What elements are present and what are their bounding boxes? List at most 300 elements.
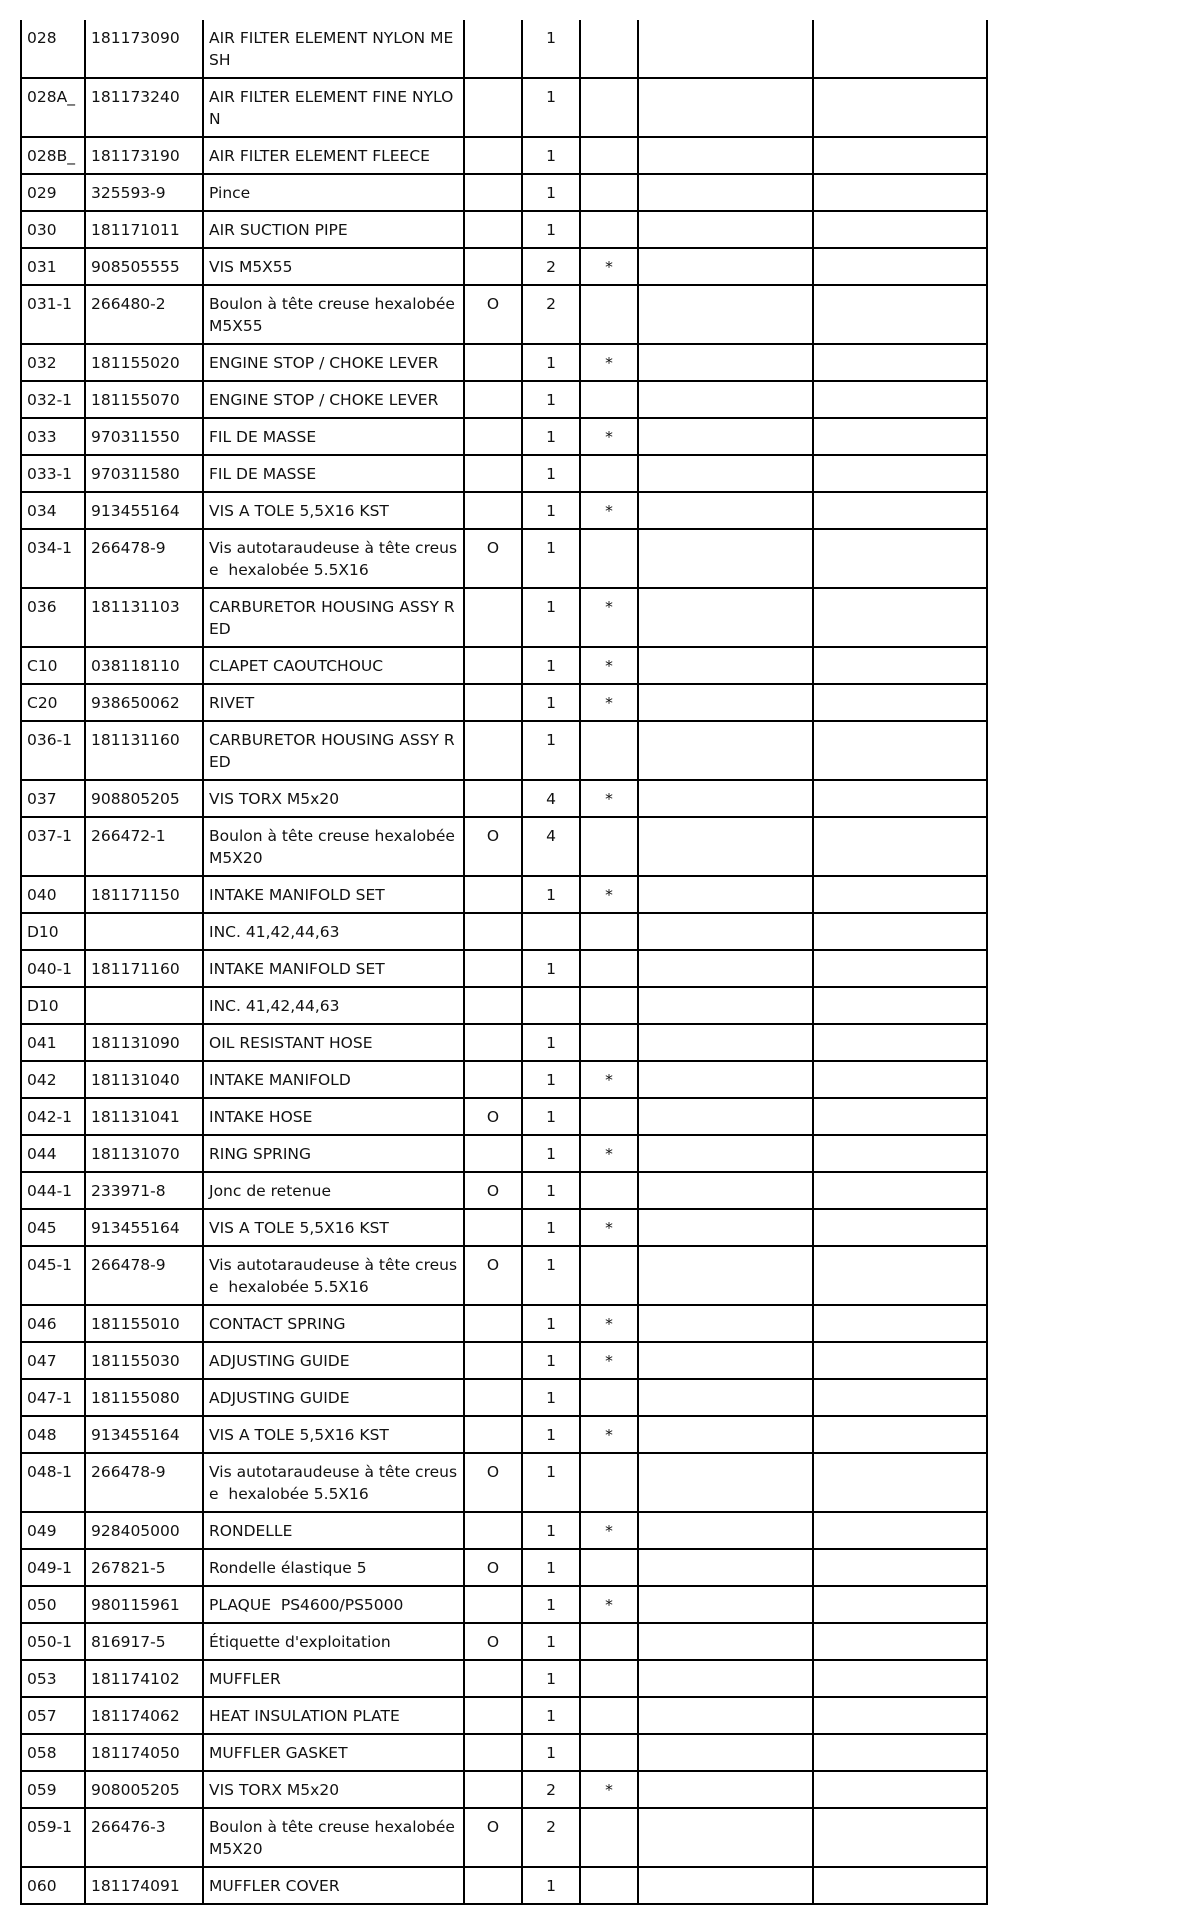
table-row [21, 1512, 987, 1549]
part-number-cell: 181131041 [85, 1098, 203, 1135]
description-cell: AIR FILTER ELEMENT NYLON MESH [203, 20, 464, 78]
description-cell: VIS TORX M5x20 [203, 1771, 464, 1808]
blank-cell [813, 492, 987, 529]
option-cell [464, 1660, 522, 1697]
option-cell [464, 211, 522, 248]
description-cell: CARBURETOR HOUSING ASSY RED [203, 721, 464, 780]
description-cell: MUFFLER GASKET [203, 1734, 464, 1771]
part-number-cell: 908505555 [85, 248, 203, 285]
table-row [21, 455, 987, 492]
part-number-cell: 980115961 [85, 1586, 203, 1623]
blank-cell [813, 721, 987, 780]
blank-cell [813, 780, 987, 817]
blank-cell [638, 1379, 813, 1416]
blank-cell [813, 817, 987, 876]
quantity-cell: 1 [522, 1660, 580, 1697]
blank-cell [638, 1771, 813, 1808]
option-cell [464, 647, 522, 684]
table-row [21, 529, 987, 588]
part-number-cell: 266478-9 [85, 529, 203, 588]
part-number-cell: 181171160 [85, 950, 203, 987]
blank-cell [638, 817, 813, 876]
ref-cell: 036-1 [21, 721, 85, 780]
ref-cell: D10 [21, 987, 85, 1024]
table-row [21, 137, 987, 174]
part-number-cell: 181174091 [85, 1867, 203, 1904]
part-number-cell: 181155080 [85, 1379, 203, 1416]
description-cell: VIS A TOLE 5,5X16 KST [203, 1416, 464, 1453]
ref-cell: 047 [21, 1342, 85, 1379]
option-cell: O [464, 1172, 522, 1209]
blank-cell [638, 1623, 813, 1660]
ref-cell: 032 [21, 344, 85, 381]
description-cell: AIR SUCTION PIPE [203, 211, 464, 248]
description-cell: Vis autotaraudeuse à tête creuse hexalobée 5.5X16 [203, 1453, 464, 1512]
option-cell [464, 1416, 522, 1453]
mark-cell [580, 174, 638, 211]
blank-cell [813, 381, 987, 418]
blank-cell [813, 913, 987, 950]
option-cell: O [464, 1246, 522, 1305]
table-row [21, 344, 987, 381]
blank-cell [813, 1734, 987, 1771]
mark-cell [580, 1697, 638, 1734]
quantity-cell: 1 [522, 492, 580, 529]
table-row [21, 1771, 987, 1808]
ref-cell: 044-1 [21, 1172, 85, 1209]
ref-cell: 040-1 [21, 950, 85, 987]
ref-cell: 050-1 [21, 1623, 85, 1660]
blank-cell [638, 381, 813, 418]
blank-cell [813, 455, 987, 492]
mark-cell: * [580, 418, 638, 455]
quantity-cell: 1 [522, 455, 580, 492]
ref-cell: C10 [21, 647, 85, 684]
blank-cell [813, 1867, 987, 1904]
part-number-cell: 325593-9 [85, 174, 203, 211]
ref-cell: 042 [21, 1061, 85, 1098]
blank-cell [813, 647, 987, 684]
quantity-cell: 1 [522, 211, 580, 248]
ref-cell: D10 [21, 913, 85, 950]
option-cell [464, 1209, 522, 1246]
description-cell: AIR FILTER ELEMENT FLEECE [203, 137, 464, 174]
part-number-cell: 233971-8 [85, 1172, 203, 1209]
quantity-cell: 1 [522, 876, 580, 913]
blank-cell [813, 418, 987, 455]
blank-cell [813, 1416, 987, 1453]
option-cell: O [464, 1453, 522, 1512]
blank-cell [638, 1305, 813, 1342]
mark-cell: * [580, 1061, 638, 1098]
blank-cell [638, 1453, 813, 1512]
quantity-cell [522, 987, 580, 1024]
part-number-cell: 181131090 [85, 1024, 203, 1061]
mark-cell [580, 987, 638, 1024]
blank-cell [813, 1024, 987, 1061]
part-number-cell: 266480-2 [85, 285, 203, 344]
mark-cell [580, 137, 638, 174]
mark-cell: * [580, 248, 638, 285]
mark-cell [580, 211, 638, 248]
ref-cell: 033-1 [21, 455, 85, 492]
blank-cell [638, 1586, 813, 1623]
description-cell: ADJUSTING GUIDE [203, 1379, 464, 1416]
blank-cell [813, 1379, 987, 1416]
part-number-cell: 181173190 [85, 137, 203, 174]
description-cell: Boulon à tête creuse hexalobée M5X20 [203, 817, 464, 876]
blank-cell [638, 344, 813, 381]
mark-cell [580, 20, 638, 78]
mark-cell: * [580, 780, 638, 817]
blank-cell [813, 684, 987, 721]
blank-cell [638, 1061, 813, 1098]
quantity-cell: 1 [522, 1209, 580, 1246]
table-row [21, 588, 987, 647]
blank-cell [638, 1098, 813, 1135]
description-cell: PLAQUE PS4600/PS5000 [203, 1586, 464, 1623]
blank-cell [813, 137, 987, 174]
quantity-cell: 1 [522, 1623, 580, 1660]
description-cell: Boulon à tête creuse hexalobée M5X55 [203, 285, 464, 344]
option-cell [464, 344, 522, 381]
table-row [21, 1734, 987, 1771]
quantity-cell: 2 [522, 1771, 580, 1808]
mark-cell [580, 721, 638, 780]
blank-cell [813, 1246, 987, 1305]
blank-cell [638, 684, 813, 721]
ref-cell: 048-1 [21, 1453, 85, 1512]
ref-cell: 057 [21, 1697, 85, 1734]
blank-cell [638, 876, 813, 913]
ref-cell: 042-1 [21, 1098, 85, 1135]
mark-cell: * [580, 1512, 638, 1549]
blank-cell [813, 1771, 987, 1808]
mark-cell [580, 1623, 638, 1660]
blank-cell [638, 1549, 813, 1586]
quantity-cell: 1 [522, 1453, 580, 1512]
blank-cell [813, 1660, 987, 1697]
blank-cell [638, 1660, 813, 1697]
part-number-cell: 266476-3 [85, 1808, 203, 1867]
quantity-cell: 1 [522, 174, 580, 211]
quantity-cell: 1 [522, 1586, 580, 1623]
table-row [21, 987, 987, 1024]
part-number-cell: 908005205 [85, 1771, 203, 1808]
mark-cell: * [580, 876, 638, 913]
option-cell [464, 588, 522, 647]
part-number-cell: 181174050 [85, 1734, 203, 1771]
blank-cell [813, 1623, 987, 1660]
quantity-cell: 1 [522, 647, 580, 684]
blank-cell [638, 492, 813, 529]
description-cell: Vis autotaraudeuse à tête creuse hexalobée 5.5X16 [203, 1246, 464, 1305]
part-number-cell: 816917-5 [85, 1623, 203, 1660]
ref-cell: 047-1 [21, 1379, 85, 1416]
mark-cell [580, 1172, 638, 1209]
description-cell: Vis autotaraudeuse à tête creuse hexalobée 5.5X16 [203, 529, 464, 588]
mark-cell [580, 78, 638, 137]
table-row [21, 1623, 987, 1660]
table-row [21, 1867, 987, 1904]
ref-cell: 046 [21, 1305, 85, 1342]
mark-cell [580, 817, 638, 876]
part-number-cell: 181171150 [85, 876, 203, 913]
option-cell [464, 20, 522, 78]
description-cell: VIS TORX M5x20 [203, 780, 464, 817]
part-number-cell: 181131103 [85, 588, 203, 647]
quantity-cell: 1 [522, 20, 580, 78]
table-row [21, 1586, 987, 1623]
quantity-cell: 1 [522, 684, 580, 721]
part-number-cell: 928405000 [85, 1512, 203, 1549]
quantity-cell: 1 [522, 1697, 580, 1734]
quantity-cell: 1 [522, 1061, 580, 1098]
quantity-cell: 1 [522, 1098, 580, 1135]
mark-cell: * [580, 1342, 638, 1379]
blank-cell [638, 455, 813, 492]
mark-cell: * [580, 492, 638, 529]
mark-cell: * [580, 1135, 638, 1172]
blank-cell [638, 78, 813, 137]
option-cell [464, 721, 522, 780]
blank-cell [813, 285, 987, 344]
option-cell [464, 876, 522, 913]
blank-cell [813, 248, 987, 285]
description-cell: Jonc de retenue [203, 1172, 464, 1209]
description-cell: RIVET [203, 684, 464, 721]
ref-cell: 049 [21, 1512, 85, 1549]
ref-cell: 060 [21, 1867, 85, 1904]
option-cell: O [464, 1623, 522, 1660]
part-number-cell: 181155020 [85, 344, 203, 381]
blank-cell [638, 987, 813, 1024]
ref-cell: 029 [21, 174, 85, 211]
option-cell: O [464, 285, 522, 344]
part-number-cell: 913455164 [85, 1416, 203, 1453]
description-cell: Pince [203, 174, 464, 211]
table-row [21, 20, 987, 78]
table-row [21, 647, 987, 684]
description-cell: ENGINE STOP / CHOKE LEVER [203, 381, 464, 418]
option-cell: O [464, 529, 522, 588]
option-cell [464, 1135, 522, 1172]
quantity-cell: 1 [522, 1342, 580, 1379]
description-cell: FIL DE MASSE [203, 418, 464, 455]
mark-cell [580, 913, 638, 950]
part-number-cell: 181174062 [85, 1697, 203, 1734]
parts-table-body [21, 20, 987, 1904]
table-row [21, 285, 987, 344]
table-row [21, 1549, 987, 1586]
ref-cell: 041 [21, 1024, 85, 1061]
ref-cell: 031 [21, 248, 85, 285]
quantity-cell: 2 [522, 1808, 580, 1867]
part-number-cell: 266478-9 [85, 1453, 203, 1512]
table-row [21, 78, 987, 137]
option-cell [464, 78, 522, 137]
mark-cell: * [580, 1416, 638, 1453]
parts-list-page [20, 20, 976, 1905]
description-cell: OIL RESISTANT HOSE [203, 1024, 464, 1061]
quantity-cell: 1 [522, 950, 580, 987]
blank-cell [638, 529, 813, 588]
table-row [21, 1305, 987, 1342]
mark-cell: * [580, 1305, 638, 1342]
option-cell [464, 1512, 522, 1549]
table-row [21, 492, 987, 529]
part-number-cell: 913455164 [85, 492, 203, 529]
ref-cell: 049-1 [21, 1549, 85, 1586]
blank-cell [638, 1024, 813, 1061]
table-row [21, 1379, 987, 1416]
ref-cell: 059 [21, 1771, 85, 1808]
description-cell: INC. 41,42,44,63 [203, 987, 464, 1024]
mark-cell [580, 285, 638, 344]
table-row [21, 1416, 987, 1453]
blank-cell [813, 1172, 987, 1209]
ref-cell: 045 [21, 1209, 85, 1246]
option-cell [464, 1061, 522, 1098]
ref-cell: 037-1 [21, 817, 85, 876]
table-row [21, 1135, 987, 1172]
table-row [21, 1697, 987, 1734]
description-cell: FIL DE MASSE [203, 455, 464, 492]
table-row [21, 950, 987, 987]
description-cell: MUFFLER COVER [203, 1867, 464, 1904]
quantity-cell: 1 [522, 78, 580, 137]
mark-cell: * [580, 1209, 638, 1246]
quantity-cell: 1 [522, 1867, 580, 1904]
ref-cell: 028 [21, 20, 85, 78]
table-row [21, 418, 987, 455]
blank-cell [813, 211, 987, 248]
blank-cell [813, 950, 987, 987]
quantity-cell: 1 [522, 1379, 580, 1416]
ref-cell: C20 [21, 684, 85, 721]
part-number-cell: 970311580 [85, 455, 203, 492]
description-cell: Rondelle élastique 5 [203, 1549, 464, 1586]
part-number-cell: 181155070 [85, 381, 203, 418]
table-row [21, 913, 987, 950]
ref-cell: 044 [21, 1135, 85, 1172]
quantity-cell: 1 [522, 1416, 580, 1453]
option-cell [464, 455, 522, 492]
table-row [21, 721, 987, 780]
ref-cell: 040 [21, 876, 85, 913]
blank-cell [638, 1697, 813, 1734]
mark-cell [580, 1867, 638, 1904]
blank-cell [638, 285, 813, 344]
option-cell [464, 1024, 522, 1061]
blank-cell [638, 211, 813, 248]
quantity-cell: 1 [522, 137, 580, 174]
option-cell [464, 492, 522, 529]
mark-cell [580, 1660, 638, 1697]
ref-cell: 059-1 [21, 1808, 85, 1867]
quantity-cell: 2 [522, 248, 580, 285]
mark-cell [580, 1379, 638, 1416]
ref-cell: 058 [21, 1734, 85, 1771]
blank-cell [813, 1209, 987, 1246]
blank-cell [638, 1416, 813, 1453]
option-cell [464, 137, 522, 174]
ref-cell: 030 [21, 211, 85, 248]
mark-cell [580, 1453, 638, 1512]
description-cell: INTAKE MANIFOLD SET [203, 950, 464, 987]
ref-cell: 050 [21, 1586, 85, 1623]
part-number-cell: 913455164 [85, 1209, 203, 1246]
mark-cell: * [580, 684, 638, 721]
quantity-cell: 4 [522, 780, 580, 817]
ref-cell: 045-1 [21, 1246, 85, 1305]
part-number-cell: 038118110 [85, 647, 203, 684]
option-cell [464, 1305, 522, 1342]
table-row [21, 1246, 987, 1305]
description-cell: VIS M5X55 [203, 248, 464, 285]
blank-cell [813, 1808, 987, 1867]
blank-cell [638, 721, 813, 780]
description-cell: CARBURETOR HOUSING ASSY RED [203, 588, 464, 647]
table-row [21, 1808, 987, 1867]
quantity-cell: 1 [522, 588, 580, 647]
table-row [21, 1172, 987, 1209]
blank-cell [813, 1305, 987, 1342]
quantity-cell: 1 [522, 1135, 580, 1172]
blank-cell [638, 1172, 813, 1209]
option-cell: O [464, 1549, 522, 1586]
part-number-cell: 181155010 [85, 1305, 203, 1342]
mark-cell: * [580, 647, 638, 684]
blank-cell [813, 1098, 987, 1135]
blank-cell [638, 1246, 813, 1305]
table-row [21, 1342, 987, 1379]
description-cell: INTAKE MANIFOLD [203, 1061, 464, 1098]
description-cell: CONTACT SPRING [203, 1305, 464, 1342]
part-number-cell: 181174102 [85, 1660, 203, 1697]
option-cell: O [464, 817, 522, 876]
description-cell: RING SPRING [203, 1135, 464, 1172]
option-cell [464, 1734, 522, 1771]
blank-cell [813, 987, 987, 1024]
mark-cell [580, 950, 638, 987]
ref-cell: 053 [21, 1660, 85, 1697]
quantity-cell: 1 [522, 381, 580, 418]
part-number-cell: 181131160 [85, 721, 203, 780]
table-row [21, 381, 987, 418]
option-cell [464, 913, 522, 950]
table-row [21, 1024, 987, 1061]
table-row [21, 174, 987, 211]
part-number-cell: 181131040 [85, 1061, 203, 1098]
mark-cell: * [580, 344, 638, 381]
mark-cell [580, 1098, 638, 1135]
parts-table [20, 20, 988, 1905]
option-cell [464, 1697, 522, 1734]
blank-cell [638, 248, 813, 285]
option-cell [464, 1586, 522, 1623]
part-number-cell: 181171011 [85, 211, 203, 248]
quantity-cell: 1 [522, 721, 580, 780]
mark-cell [580, 1734, 638, 1771]
blank-cell [813, 876, 987, 913]
blank-cell [813, 1549, 987, 1586]
description-cell: MUFFLER [203, 1660, 464, 1697]
option-cell [464, 1379, 522, 1416]
ref-cell: 032-1 [21, 381, 85, 418]
blank-cell [638, 913, 813, 950]
part-number-cell: 181155030 [85, 1342, 203, 1379]
